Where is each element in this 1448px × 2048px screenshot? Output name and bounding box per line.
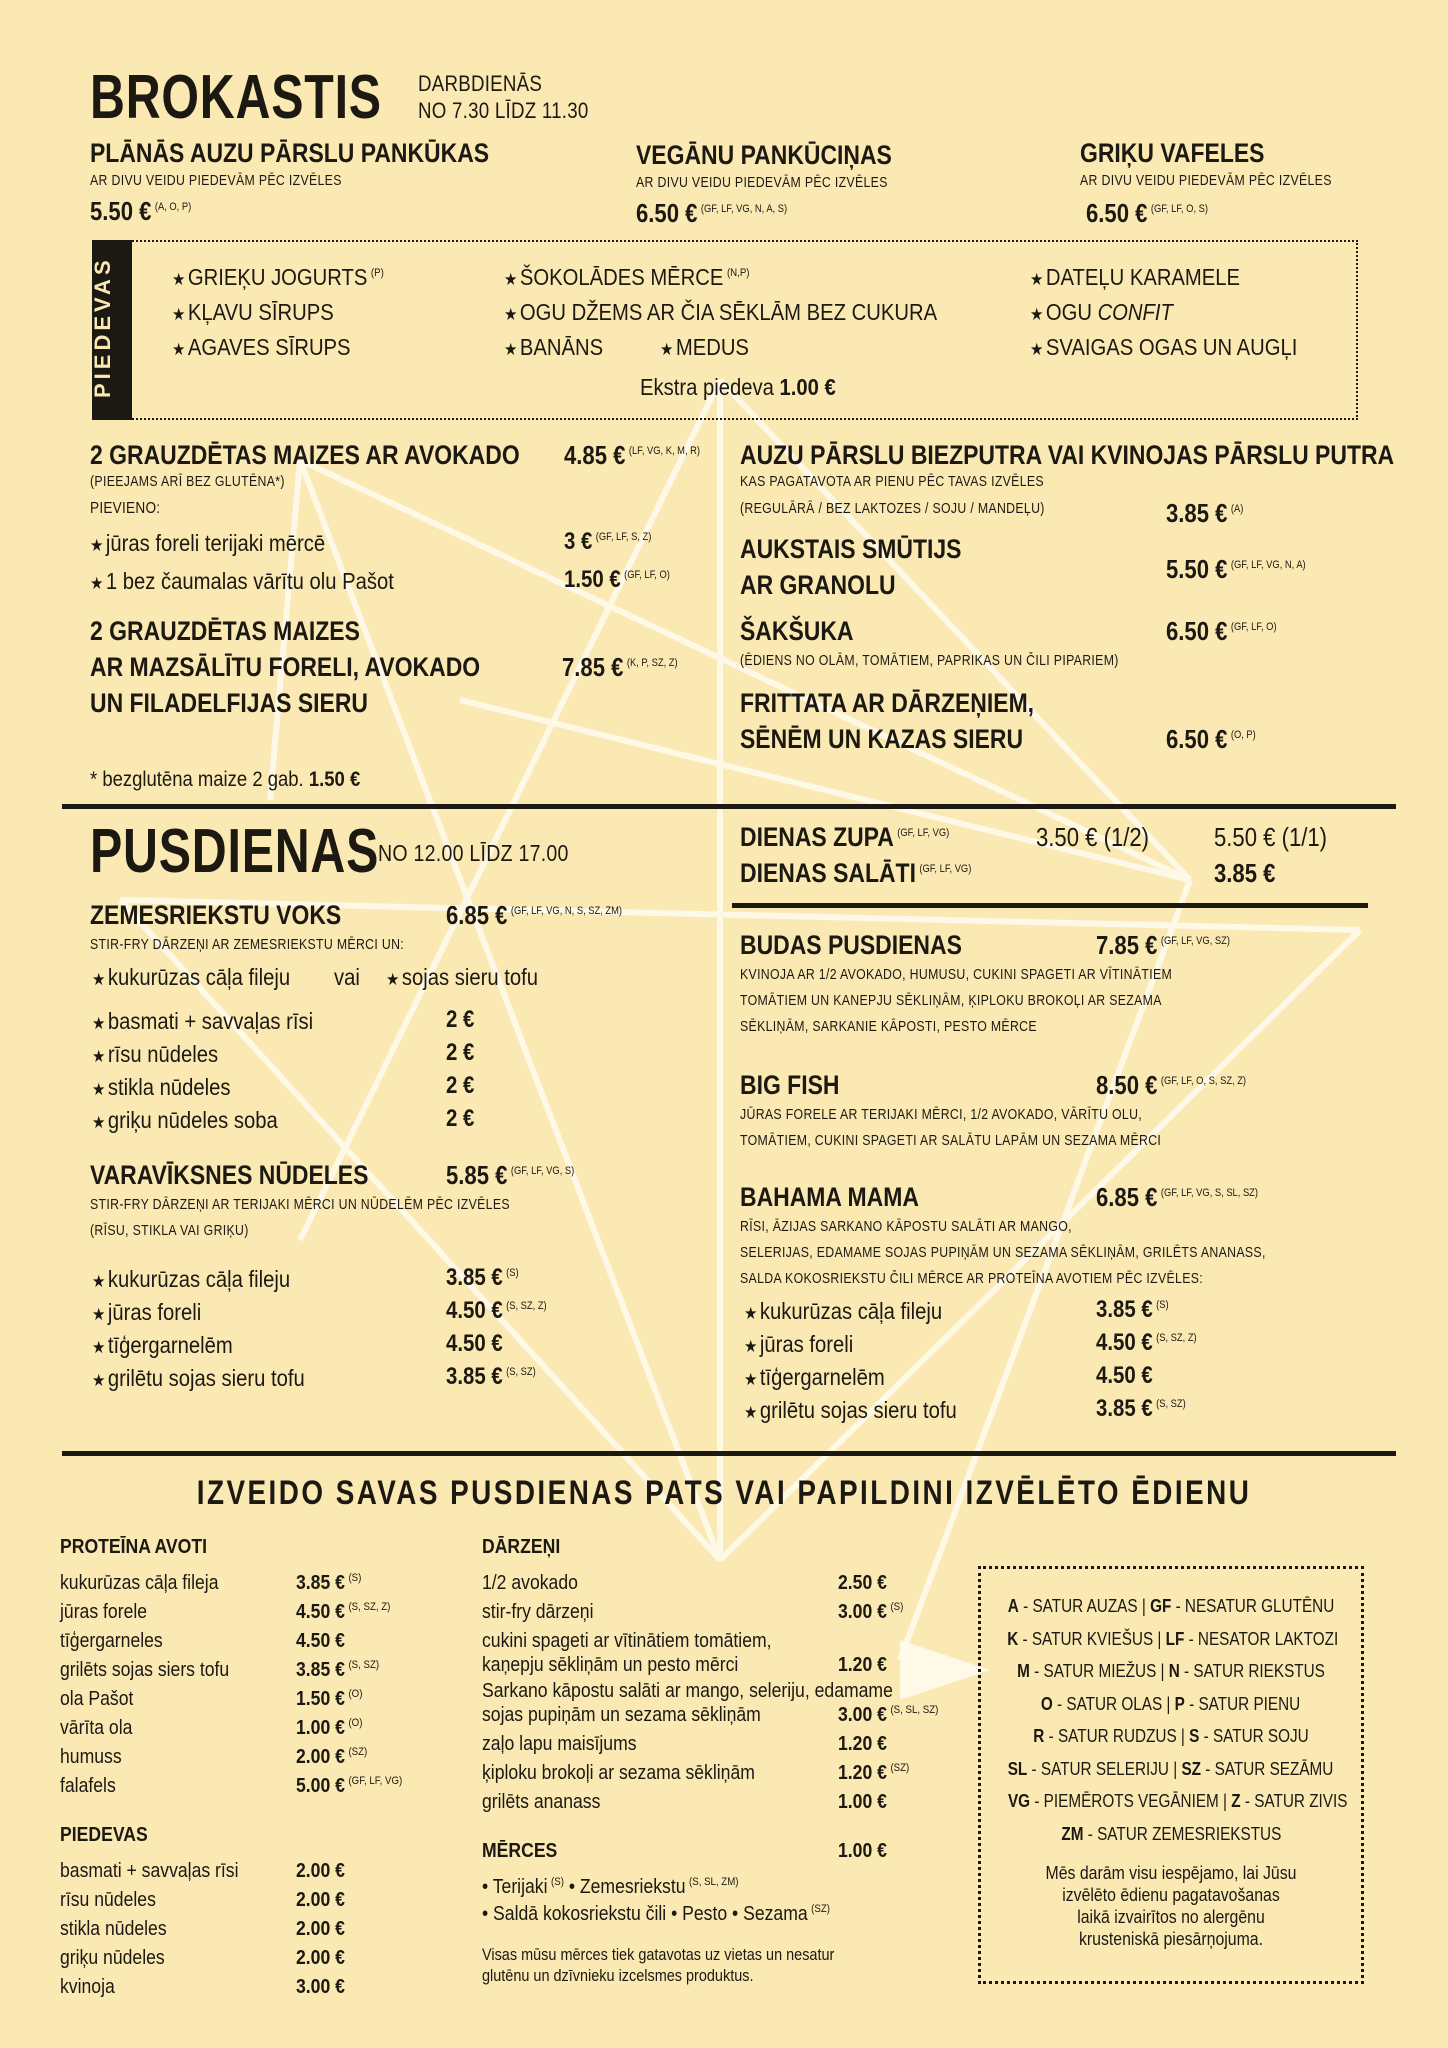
rainbow-name: VARAVĪKSNES NŪDELES [90, 1160, 369, 1190]
build-title: IZVEIDO SAVAS PUSDIENAS PATS VAI PAPILDINI IZVĒLĒTO ĒDIENU [196, 1474, 1252, 1512]
side-item: basmati + savvaļas rīsi [60, 1860, 239, 1882]
soup-name: DIENAS ZUPA $^{(GF, LF, VG)}$ [740, 822, 950, 852]
wok-side-price: 2 € [446, 1072, 475, 1099]
wok-side: ★ stikla nūdeles [92, 1074, 231, 1100]
toppings-label: PIEDEVAS [90, 256, 115, 398]
topping-greek-yogurt: ★ GRIEĶU JOGURTS $^{(P)}$ [172, 264, 384, 290]
sauce-price: 1.00 € [838, 1840, 887, 1862]
lunch-title: PUSDIENAS [90, 817, 380, 886]
rainbow-option-price: 4.50 € $^{(S, SZ, Z)}$ [446, 1297, 547, 1324]
wok-side: ★ rīsu nūdeles [92, 1041, 219, 1067]
rainbow-option: ★ jūras foreli [92, 1299, 202, 1325]
smoothie-price: 5.50 € $^{(GF, LF, VG, N, A)}$ [1166, 554, 1306, 584]
rainbow-option-price: 3.85 € $^{(S)}$ [446, 1264, 519, 1291]
star-icon: ★ [386, 970, 400, 989]
bahama-name: BAHAMA MAMA [740, 1182, 919, 1212]
star-icon: ★ [92, 1080, 106, 1099]
protein-price: 4.50 € [296, 1630, 345, 1652]
bahama-option: ★ jūras foreli [744, 1331, 854, 1357]
protein-price: 3.85 € $^{(S)}$ [296, 1572, 362, 1594]
topping-jam: ★ OGU DŽEMS AR ČIA SĒKLĀM BEZ CUKURA [504, 299, 938, 325]
star-icon: ★ [744, 1403, 758, 1422]
topping-date-caramel: ★ DATEĻU KARAMELE [1030, 264, 1241, 290]
sauce-line-1: • Terijaki $^{(S)}$ • Zemesriekstu $^{(S, SL, ZM)}$ [482, 1876, 739, 1898]
frittata-price: 6.50 € $^{(O, P)}$ [1166, 724, 1256, 754]
wok-sub: STIR-FRY DĀRZEŅI AR ZEMESRIEKSTU MĒRCI UN: [90, 936, 405, 953]
allergen-code: (SZ) [348, 1746, 368, 1759]
veg-item: stir-fry dārzeņi [482, 1601, 594, 1623]
bahama-option-price: 4.50 € $^{(S, SZ, Z)}$ [1096, 1329, 1197, 1356]
protein-price: 1.00 € $^{(O)}$ [296, 1717, 363, 1739]
bigfish-price: 8.50 € $^{(GF, LF, O, S, SZ, Z)}$ [1096, 1070, 1247, 1100]
allergen-code: (S) [348, 1572, 362, 1585]
sauce-line-2: • Saldā kokosriekstu čili • Pesto • Sezama $^{(SZ)}$ [482, 1903, 830, 1925]
wok-side: ★ griķu nūdeles soba [92, 1107, 278, 1133]
veg-price: 1.20 € [838, 1654, 887, 1676]
rainbow-option-price: 4.50 € [446, 1330, 503, 1357]
veg-item-cukini-2: kaņepju sēkliņām un pesto mērci [482, 1654, 739, 1676]
wok-name: ZEMESRIEKSTU VOKS [90, 900, 342, 930]
rainbow-option-price: 3.85 € $^{(S, SZ)}$ [446, 1363, 536, 1390]
protein-price: 4.50 € $^{(S, SZ, Z)}$ [296, 1601, 391, 1623]
wok-side-price: 2 € [446, 1105, 475, 1132]
veg-item: grilēts ananass [482, 1791, 601, 1813]
sauce-heading: MĒRCES [482, 1840, 558, 1862]
star-icon: ★ [92, 1047, 106, 1066]
star-icon: ★ [172, 305, 186, 324]
breakfast-item-3-sub: AR DIVU VEIDU PIEDEVĀM PĒC IZVĒLES [1080, 172, 1332, 189]
shakshuka-price: 6.50 € $^{(GF, LF, O)}$ [1166, 616, 1277, 646]
legend-row: SL - SATUR SELERIJU | SZ - SATUR SEZĀMU [1008, 1758, 1334, 1779]
buda-desc: SĒKLIŅĀM, SARKANIE KĀPOSTI, PESTO MĒRCE [740, 1018, 1037, 1035]
wok-or: vai [334, 964, 360, 990]
veg-price: 2.50 € [838, 1572, 887, 1594]
allergen-code: (S, SZ) [348, 1659, 380, 1672]
breakfast-item-2-name: VEGĀNU PANKŪCIŅAS [636, 140, 892, 170]
veg-price: 1.20 € $^{(SZ)}$ [838, 1762, 910, 1784]
protein-price: 2.00 € $^{(SZ)}$ [296, 1746, 368, 1768]
add-egg-price: 1.50 € $^{(GF, LF, O)}$ [564, 566, 670, 593]
trout-toast-line-1: 2 GRAUZDĒTAS MAIZES [90, 616, 360, 646]
sauce-note: Visas mūsu mērces tiek gatavotas uz vietas un nesatur glutēnu un dzīvnieku izcelsmes produktus. [482, 1945, 835, 1985]
breakfast-item-1-sub: AR DIVU VEIDU PIEDEVĀM PĒC IZVĒLES [90, 172, 342, 189]
sides-heading: PIEDEVAS [60, 1824, 148, 1846]
protein-heading: PROTEĪNA AVOTI [60, 1536, 208, 1558]
buda-desc: TOMĀTIEM UN KANEPJU SĒKLIŅĀM, ĶIPLOKU BROKOĻI AR SEZAMA [740, 992, 1162, 1009]
star-icon: ★ [1030, 270, 1044, 289]
breakfast-hours: DARBDIENĀS NO 7.30 LĪDZ 11.30 [418, 71, 589, 123]
add-trout: ★ jūras foreli terijaki mērcē [90, 530, 326, 556]
allergen-note: Mēs darām visu iespējamo, lai Jūsu izvēlēto ēdienu pagatavošanas laikā izvairītos no alergēnu krusteniskā piesārņojuma. [1045, 1863, 1297, 1949]
bahama-option: ★ tīģergarnelēm [744, 1364, 885, 1390]
side-price: 2.00 € [296, 1947, 345, 1969]
veg-item-cabbage-1: Sarkano kāpostu salāti ar mango, seleriju, edamame [482, 1680, 893, 1702]
extra-topping: Ekstra piedeva 1.00 € [640, 374, 836, 400]
star-icon: ★ [172, 270, 186, 289]
breakfast-item-3-name: GRIĶU VAFELES [1080, 138, 1265, 168]
side-price: 2.00 € [296, 1860, 345, 1882]
trout-toast-line-2: AR MAZSĀLĪTU FORELI, AVOKADO [90, 652, 481, 682]
divider [732, 903, 1368, 908]
veg-item: 1/2 avokado [482, 1572, 578, 1594]
veg-item: zaļo lapu maisījums [482, 1733, 637, 1755]
topping-berry-confit: ★ OGU CONFIT [1030, 299, 1173, 325]
side-item: rīsu nūdeles [60, 1889, 156, 1911]
salad-price: 3.85 € [1214, 858, 1276, 888]
porridge-sub-1: KAS PAGATAVOTA AR PIENU PĒC TAVAS IZVĒLES [740, 473, 1044, 490]
topping-agave-syrup: ★ AGAVES SĪRUPS [172, 334, 351, 360]
rainbow-sub-1: STIR-FRY DĀRZEŅI AR TERIJAKI MĒRCI UN NŪDELĒM PĒC IZVĒLES [90, 1196, 510, 1213]
bahama-option-price: 4.50 € [1096, 1362, 1153, 1389]
star-icon: ★ [92, 970, 106, 989]
frittata-line-2: SĒNĒM UN KAZAS SIERU [740, 724, 1024, 754]
trout-toast-price: 7.85 € $^{(K, P, SZ, Z)}$ [562, 652, 678, 682]
star-icon: ★ [1030, 305, 1044, 324]
protein-price: 3.85 € $^{(S, SZ)}$ [296, 1659, 380, 1681]
protein-price: 5.00 € $^{(GF, LF, VG)}$ [296, 1775, 403, 1797]
rainbow-option: ★ kukurūzas cāļa fileju [92, 1266, 291, 1292]
allergen-code: (O) [348, 1717, 363, 1730]
star-icon: ★ [92, 1305, 106, 1324]
wok-option-chicken: ★ kukurūzas cāļa fileju [92, 964, 291, 990]
soup-price-half: 3.50 € (1/2) [1036, 822, 1150, 852]
side-price: 3.00 € [296, 1976, 345, 1998]
porridge-price: 3.85 € $^{(A)}$ [1166, 498, 1244, 528]
porridge-name: AUZU PĀRSLU BIEZPUTRA VAI KVINOJAS PĀRSLU PUTRA [740, 440, 1395, 470]
add-egg: ★ 1 bez čaumalas vārītu olu Pašot [90, 568, 394, 594]
allergen-code: (O) [348, 1688, 363, 1701]
star-icon: ★ [504, 270, 518, 289]
veg-price: 1.00 € [838, 1791, 887, 1813]
rainbow-sub-2: (RĪSU, STIKLA VAI GRIĶU) [90, 1222, 249, 1239]
bahama-price: 6.85 € $^{(GF, LF, VG, S, SL, SZ)}$ [1096, 1182, 1259, 1212]
bahama-option-price: 3.85 € $^{(S, SZ)}$ [1096, 1395, 1186, 1422]
veg-item: ķiploku brokoļi ar sezama sēkliņām [482, 1762, 755, 1784]
breakfast-item-1-price: 5.50 € $^{(A, O, P)}$ [90, 196, 192, 226]
topping-maple-syrup: ★ KĻAVU SĪRUPS [172, 299, 334, 325]
breakfast-item-3-price: 6.50 € $^{(GF, LF, O, S)}$ [1086, 198, 1209, 228]
rainbow-price: 5.85 € $^{(GF, LF, VG, S)}$ [446, 1160, 575, 1190]
wok-option-tofu: ★ sojas sieru tofu [386, 964, 538, 990]
protein-item: kukurūzas cāļa fileja [60, 1572, 219, 1594]
smoothie-line-1: AUKSTAIS SMŪTIJS [740, 534, 962, 564]
star-icon: ★ [172, 340, 186, 359]
legend-row: VG - PIEMĒROTS VEGĀNIEM | Z - SATUR ZIVIS [1007, 1791, 1348, 1811]
salad-name: DIENAS SALĀTI $^{(GF, LF, VG)}$ [740, 858, 972, 888]
lunch-hours: NO 12.00 LĪDZ 17.00 [378, 840, 569, 866]
breakfast-title: BROKASTIS [90, 63, 382, 132]
wok-side: ★ basmati + savvaļas rīsi [92, 1008, 314, 1034]
avocado-toast-name: 2 GRAUZDĒTAS MAIZES AR AVOKADO [90, 440, 520, 470]
allergen-code: (S, SZ, Z) [348, 1601, 391, 1614]
buda-name: BUDAS PUSDIENAS [740, 930, 962, 960]
side-price: 2.00 € [296, 1918, 345, 1940]
protein-item: ola Pašot [60, 1688, 134, 1710]
star-icon: ★ [90, 536, 104, 555]
protein-item: tīģergarneles [60, 1630, 163, 1652]
bigfish-desc: TOMĀTIEM, CUKINI SPAGETI AR SALĀTU LAPĀM UN SEZAMA MĒRCI [740, 1132, 1162, 1149]
protein-item: humuss [60, 1746, 122, 1768]
protein-item: jūras forele [60, 1601, 148, 1623]
star-icon: ★ [92, 1272, 106, 1291]
star-icon: ★ [92, 1014, 106, 1033]
breakfast-item-2-price: 6.50 € $^{(GF, LF, VG, N, A, S)}$ [636, 198, 788, 228]
wok-side-price: 2 € [446, 1006, 475, 1033]
legend-row: O - SATUR OLAS | P - SATUR PIENU [1041, 1693, 1301, 1714]
side-price: 2.00 € [296, 1889, 345, 1911]
breakfast-item-2-sub: AR DIVU VEIDU PIEDEVĀM PĒC IZVĒLES [636, 174, 888, 191]
star-icon: ★ [92, 1113, 106, 1132]
side-item: griķu nūdeles [60, 1947, 165, 1969]
bahama-desc: SALDA KOKOSRIEKSTU ČILI MĒRCE AR PROTEĪNA AVOTIEM PĒC IZVĒLES: [740, 1270, 1204, 1287]
protein-item: grilēts sojas siers tofu [60, 1659, 230, 1681]
add-trout-price: 3 € $^{(GF, LF, S, Z)}$ [564, 528, 652, 555]
legend-row: K - SATUR KVIEŠUS | LF - NESATOR LAKTOZI [1007, 1628, 1339, 1649]
topping-honey: ★ MEDUS [660, 334, 749, 360]
wok-price: 6.85 € $^{(GF, LF, VG, N, S, SZ, ZM)}$ [446, 900, 623, 930]
star-icon: ★ [92, 1338, 106, 1357]
bigfish-name: BIG FISH [740, 1070, 840, 1100]
legend-row: R - SATUR RUDZUS | S - SATUR SOJU [1033, 1726, 1309, 1746]
avocado-toast-note: (PIEEJAMS ARĪ BEZ GLUTĒNA*) [90, 473, 285, 490]
veg-item-cabbage-2: sojas pupiņām un sezama sēkliņām [482, 1704, 761, 1726]
porridge-sub-2: (REGULĀRĀ / BEZ LAKTOZES / SOJU / MANDEĻU) [740, 500, 1045, 517]
protein-item: vārīta ola [60, 1717, 133, 1739]
star-icon: ★ [744, 1337, 758, 1356]
topping-chocolate: ★ ŠOKOLĀDES MĒRCE $^{(N,P)}$ [504, 264, 750, 290]
bahama-option-price: 3.85 € $^{(S)}$ [1096, 1296, 1169, 1323]
gf-bread-note: * bezglutēna maize 2 gab. 1.50 € [90, 768, 361, 791]
topping-fresh-berries: ★ SVAIGAS OGAS UN AUGĻI [1030, 334, 1298, 360]
allergen-code: (GF, LF, VG) [348, 1775, 403, 1788]
buda-desc: KVINOJA AR 1/2 AVOKADO, HUMUSU, CUKINI SPAGETI AR VĪTINĀTIEM [740, 966, 1173, 983]
wok-side-price: 2 € [446, 1039, 475, 1066]
topping-banana: ★ BANĀNS [504, 334, 604, 360]
rainbow-option: ★ grilētu sojas sieru tofu [92, 1365, 305, 1391]
frittata-line-1: FRITTATA AR DĀRZEŅIEM, [740, 688, 1035, 718]
star-icon: ★ [744, 1304, 758, 1323]
legend-row: M - SATUR MIEŽUS | N - SATUR RIEKSTUS [1017, 1661, 1325, 1681]
star-icon: ★ [92, 1371, 106, 1390]
shakshuka-name: ŠAKŠUKA [740, 616, 854, 646]
star-icon: ★ [1030, 340, 1044, 359]
trout-toast-line-3: UN FILADELFIJAS SIERU [90, 688, 368, 718]
shakshuka-sub: (ĒDIENS NO OLĀM, TOMĀTIEM, PAPRIKAS UN ČILI PIPARIEM) [740, 652, 1119, 669]
bahama-desc: SELERIJAS, EDAMAME SOJAS PUPIŅĀM UN SEZAMA SĒKLIŅĀM, GRILĒTS ANANASS, [740, 1244, 1266, 1261]
side-item: kvinoja [60, 1976, 115, 1998]
add-label: PIEVIENO: [90, 500, 161, 517]
divider [62, 1451, 1396, 1456]
protein-item: falafels [60, 1775, 116, 1797]
side-item: stikla nūdeles [60, 1918, 167, 1940]
soup-price-full: 5.50 € (1/1) [1214, 822, 1328, 852]
star-icon: ★ [744, 1370, 758, 1389]
smoothie-line-2: AR GRANOLU [740, 570, 896, 600]
bahama-desc: RĪSI, ĀZIJAS SARKANO KĀPOSTU SALĀTI AR MANGO, [740, 1218, 1072, 1235]
veg-price: 3.00 € $^{(S)}$ [838, 1601, 904, 1623]
rainbow-option: ★ tīģergarnelēm [92, 1332, 233, 1358]
buda-price: 7.85 € $^{(GF, LF, VG, SZ)}$ [1096, 930, 1230, 960]
divider [62, 804, 1396, 809]
bahama-option: ★ grilētu sojas sieru tofu [744, 1397, 957, 1423]
star-icon: ★ [660, 340, 674, 359]
bahama-option: ★ kukurūzas cāļa fileju [744, 1298, 943, 1324]
build-title-wrap [0, 1474, 1448, 1513]
star-icon: ★ [504, 340, 518, 359]
breakfast-item-1-name: PLĀNĀS AUZU PĀRSLU PANKŪKAS [90, 138, 490, 168]
veg-price: 1.20 € [838, 1733, 887, 1755]
protein-price: 1.50 € $^{(O)}$ [296, 1688, 363, 1710]
star-icon: ★ [504, 305, 518, 324]
legend-row: A - SATUR AUZAS | GF - NESATUR GLUTĒNU [1007, 1596, 1335, 1616]
veg-item-cukini-1: cukini spageti ar vītinātiem tomātiem, [482, 1630, 772, 1652]
veg-price: 3.00 € $^{(S, SL, SZ)}$ [838, 1704, 939, 1726]
bigfish-desc: JŪRAS FORELE AR TERIJAKI MĒRCI, 1/2 AVOKADO, VĀRĪTU OLU, [740, 1106, 1143, 1123]
avocado-toast-price: 4.85 € $^{(LF, VG, K, M, R)}$ [564, 440, 701, 470]
veg-heading: DĀRZEŅI [482, 1536, 561, 1558]
star-icon: ★ [90, 574, 104, 593]
legend-row: ZM - SATUR ZEMESRIEKSTUS [1061, 1823, 1281, 1844]
